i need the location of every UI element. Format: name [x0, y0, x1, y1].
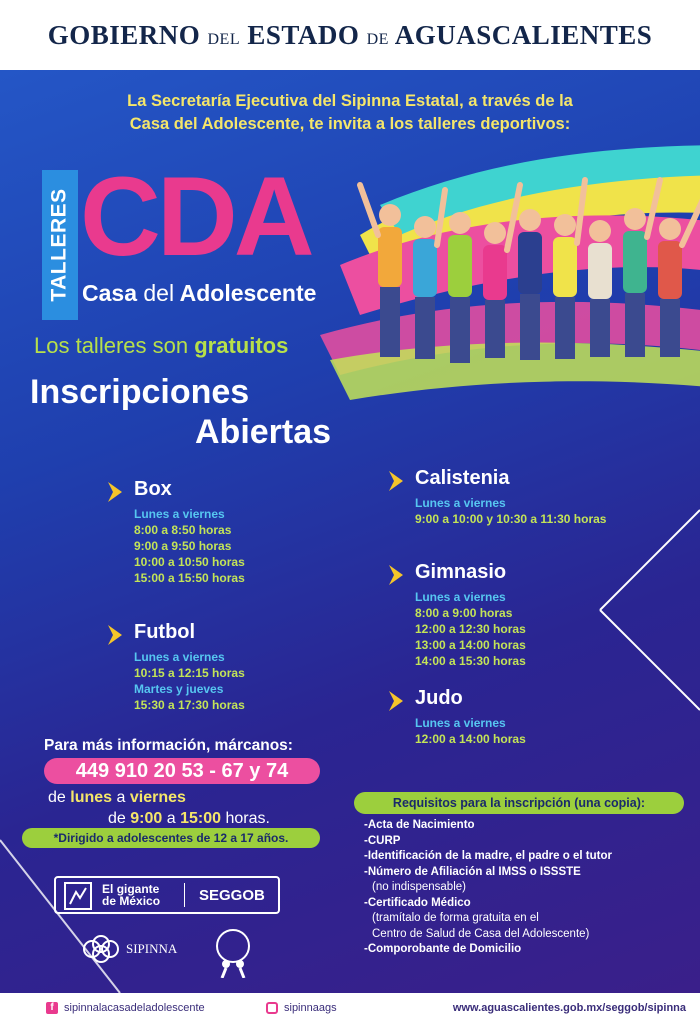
schedule-line: 12:00 a 14:00 horas: [415, 732, 526, 746]
casa-word: Casa: [82, 280, 137, 306]
title-part: AGUASCALIENTES: [394, 19, 653, 50]
instagram-icon: [266, 1002, 278, 1014]
activity-schedule: [415, 715, 526, 747]
gigante-word: gigante: [116, 882, 160, 896]
schedule-line: Lunes a viernes: [415, 590, 506, 604]
casa-adolescente-logo: [212, 928, 254, 978]
requirement-item: -CURP: [364, 834, 401, 847]
sipinna-logo: [82, 932, 177, 966]
instagram-handle: sipinnaags: [284, 1002, 337, 1014]
activity-schedule: [134, 649, 245, 713]
instagram-link[interactable]: [266, 1002, 337, 1014]
schedule-line: 9:00 a 9:50 horas: [134, 539, 232, 553]
facebook-link[interactable]: [46, 1002, 205, 1014]
chevron-right-icon: [389, 691, 403, 711]
requirement-note: Centro de Salud de Casa del Adolescente): [372, 927, 590, 940]
chevron-right-icon: [108, 625, 122, 645]
del-word: del: [143, 280, 175, 306]
chevron-right-icon: [389, 565, 403, 585]
chevron-right-icon: [108, 482, 122, 502]
contact-title: Para más información, márcanos:: [44, 737, 293, 754]
office-hours: [48, 787, 270, 829]
facebook-icon: f: [46, 1002, 58, 1014]
registration-line1: Inscripciones: [30, 373, 250, 411]
requirement-item: -Identificación de la madre, el padre o el tutor: [364, 850, 612, 862]
cda-logo-text: CDA: [80, 154, 311, 279]
free-bold: gratuitos: [194, 333, 289, 358]
requirements-title: Requisitos para la inscripción (una copia):: [354, 792, 684, 814]
activity-schedule: [134, 506, 245, 586]
hours-day: lunes: [70, 789, 113, 806]
title-part: ESTADO: [247, 19, 360, 50]
schedule-line: 10:15 a 12:15 horas: [134, 666, 245, 680]
title-part: DE: [366, 30, 389, 48]
activity-name: Futbol: [134, 621, 196, 643]
schedule-line: 8:00 a 8:50 horas: [134, 523, 232, 537]
activity-name: Calistenia: [415, 467, 510, 489]
hours-word: a: [166, 810, 176, 827]
hours-time: 9:00: [130, 810, 163, 827]
requirements-list: [364, 818, 612, 958]
schedule-line: 15:00 a 15:50 horas: [134, 571, 245, 585]
schedule-line: Lunes a viernes: [415, 716, 506, 730]
free-prefix: Los talleres son: [34, 333, 189, 358]
website-link[interactable]: www.aguascalientes.gob.mx/seggob/sipinna: [452, 1002, 686, 1014]
registration-line2: Abiertas: [195, 413, 332, 451]
intro-text: [40, 90, 660, 136]
activity-schedule: [415, 589, 526, 669]
title-part: DEL: [207, 30, 241, 48]
poster: [0, 70, 700, 993]
gigante-word: México: [119, 894, 161, 908]
gigante-word: de: [102, 894, 117, 908]
hours-word: horas.: [225, 810, 270, 827]
casa-adolescente-label: [82, 280, 316, 307]
schedule-line: 9:00 a 10:00 y 10:30 a 11:30 horas: [415, 512, 607, 526]
activity-name: Gimnasio: [415, 561, 507, 583]
schedule-line: 10:00 a 10:50 horas: [134, 555, 245, 569]
activity-name: Box: [134, 478, 172, 500]
header: [0, 0, 700, 70]
intro-line: La Secretaría Ejecutiva del Sipinna Estatal, a través de la: [127, 92, 573, 110]
phone-number[interactable]: 449 910 20 53 - 67 y 74: [44, 758, 320, 784]
requirement-item: -Certificado Médico: [364, 896, 471, 909]
activity-name: Judo: [415, 687, 463, 709]
schedule-line: 15:30 a 17:30 horas: [134, 698, 245, 712]
footer: [0, 993, 700, 1023]
gigante-emblem-icon: [64, 882, 92, 910]
age-note: *Dirigido a adolescentes de 12 a 17 años.: [22, 828, 320, 848]
hours-day: viernes: [129, 789, 186, 806]
teens-illustration: [320, 145, 700, 405]
hours-word: de: [48, 789, 66, 806]
requirement-note: (tramítalo de forma gratuita en el: [372, 912, 539, 924]
hours-word: a: [116, 789, 126, 806]
sipinna-emblem-icon: [82, 932, 120, 966]
schedule-line: Lunes a viernes: [134, 650, 225, 664]
schedule-line: 8:00 a 9:00 horas: [415, 606, 513, 620]
activity-schedule: [415, 495, 606, 527]
schedule-line: 12:00 a 12:30 horas: [415, 622, 526, 636]
hours-time: 15:00: [180, 810, 222, 827]
intro-line: Casa del Adolescente, te invita a los talleres deportivos:: [129, 115, 571, 133]
gigante-seggob-logo: [54, 876, 280, 914]
schedule-line: Lunes a viernes: [134, 507, 225, 521]
facebook-handle: sipinnalacasadeladolescente: [64, 1002, 205, 1014]
talleres-tag: [42, 170, 78, 320]
schedule-line: Martes y jueves: [134, 682, 224, 696]
free-workshops-text: [34, 333, 288, 359]
seggob-label: SEGGOB: [199, 886, 265, 904]
requirement-item: -Comporobante de Domicilio: [364, 943, 522, 955]
requirement-note: (no indispensable): [372, 881, 466, 893]
schedule-line: 14:00 a 15:30 horas: [415, 654, 526, 668]
sipinna-label: SIPINNA: [126, 941, 178, 956]
chevron-right-icon: [389, 471, 403, 491]
title-part: GOBIERNO: [47, 19, 201, 50]
hours-word: de: [108, 810, 126, 827]
requirement-item: -Acta de Nacimiento: [364, 819, 475, 831]
open-registration-heading: [30, 372, 331, 452]
adolescente-word: Adolescente: [179, 280, 317, 306]
requirement-item: -Número de Afiliación al IMSS o ISSSTE: [364, 865, 581, 878]
hours-range: [48, 808, 270, 829]
government-title: [48, 20, 653, 51]
schedule-line: 13:00 a 14:00 horas: [415, 638, 526, 652]
schedule-line: Lunes a viernes: [415, 496, 506, 510]
gigante-word: El: [102, 882, 114, 896]
talleres-label: TALLERES: [48, 188, 71, 302]
